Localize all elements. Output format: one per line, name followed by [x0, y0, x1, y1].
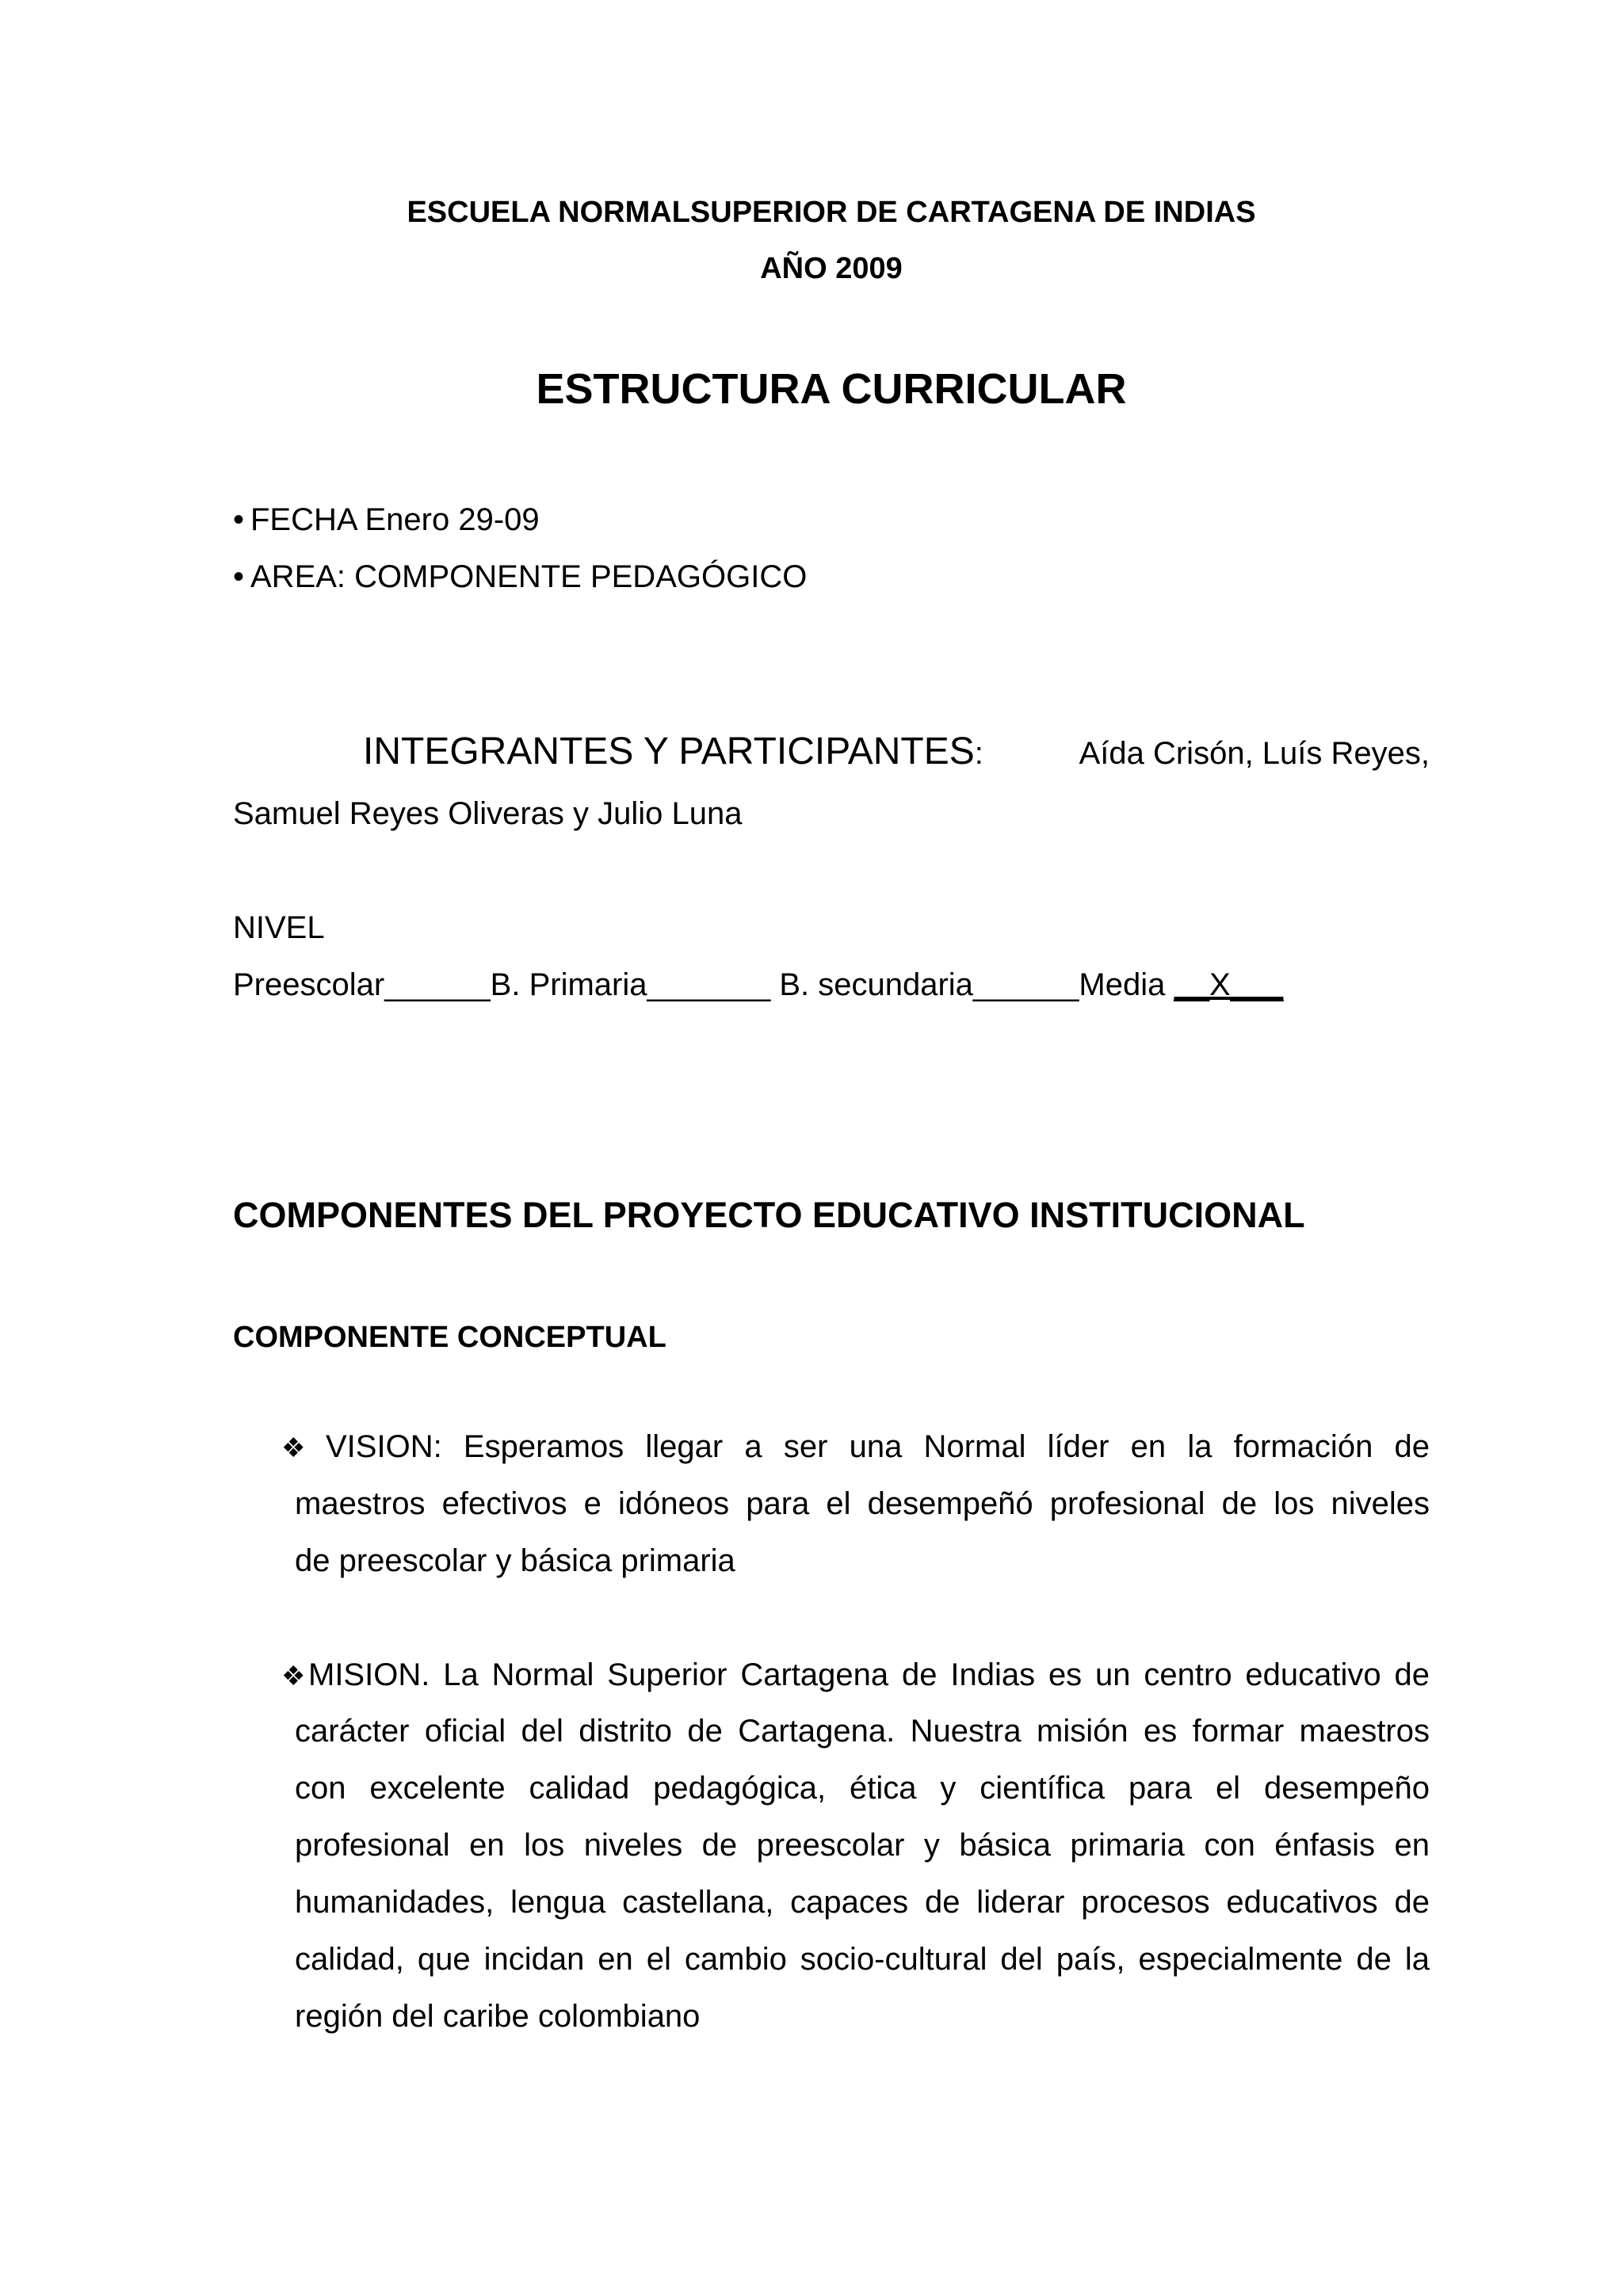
vision-paragraph	[281, 1427, 1430, 1468]
page-title: ESTRUCTURA CURRICULAR	[536, 365, 1127, 413]
mision-line-2: carácter oficial del distrito de Cartagena. Nuestra misión es formar maestros	[295, 1714, 1430, 1749]
mision-line-3: con excelente calidad pedagógica, ética y científica para el desempeño	[295, 1771, 1430, 1806]
sub-heading: COMPONENTE CONCEPTUAL	[233, 1321, 666, 1354]
nivel-media-mark: __X___	[1174, 967, 1284, 1002]
vision-line-1: VISION: Esperamos llegar a ser una Normal líder en la formación de	[326, 1429, 1430, 1464]
mision-line-1: MISION. La Normal Superior Cartagena de Indias es un centro educativo de	[308, 1657, 1430, 1692]
year-label: AÑO 2009	[760, 252, 903, 285]
participants-colon: :	[974, 736, 983, 771]
vision-body	[295, 1475, 1430, 1589]
participants-label: INTEGRANTES Y PARTICIPANTES	[363, 730, 975, 772]
institution-name: ESCUELA NORMALSUPERIOR DE CARTAGENA DE INDIAS	[407, 196, 1256, 229]
mision-line-7: región del caribe colombiano	[295, 1999, 701, 2034]
bullet-icon: •	[233, 502, 245, 537]
participants-names-1: Aída Crisón, Luís Reyes,	[1079, 736, 1430, 771]
mision-line-4: profesional en los niveles de preescolar y básica primaria con énfasis en	[295, 1828, 1430, 1863]
nivel-label: NIVEL	[233, 910, 325, 945]
vision-line-2: maestros efectivos e idóneos para el desempeñó profesional de los niveles	[295, 1486, 1430, 1521]
mision-paragraph	[281, 1655, 1430, 1696]
bullet-icon: •	[233, 559, 245, 594]
nivel-options	[233, 965, 1283, 1005]
mision-line-5: humanidades, lengua castellana, capaces de liderar procesos educativos de	[295, 1885, 1430, 1920]
main-heading: COMPONENTES DEL PROYECTO EDUCATIVO INSTITUCIONAL	[233, 1195, 1305, 1235]
area-text: AREA: COMPONENTE PEDAGÓGICO	[250, 559, 808, 594]
area-line	[233, 557, 807, 597]
fecha-text: FECHA Enero 29-09	[250, 502, 540, 537]
participants-names-2: Samuel Reyes Oliveras y Julio Luna	[233, 796, 743, 831]
mision-body	[295, 1703, 1430, 2045]
diamond-bullet-icon: ❖	[281, 1661, 306, 1691]
diamond-bullet-icon: ❖	[281, 1433, 306, 1463]
nivel-levels: Preescolar______B. Primaria_______ B. secundaria______Media	[233, 967, 1174, 1002]
vision-line-3: de preescolar y básica primaria	[295, 1543, 735, 1578]
participants-line	[363, 732, 1430, 773]
mision-line-6: calidad, que incidan en el cambio socio-cultural del país, especialmente de la	[295, 1942, 1430, 1977]
fecha-line	[233, 500, 540, 540]
